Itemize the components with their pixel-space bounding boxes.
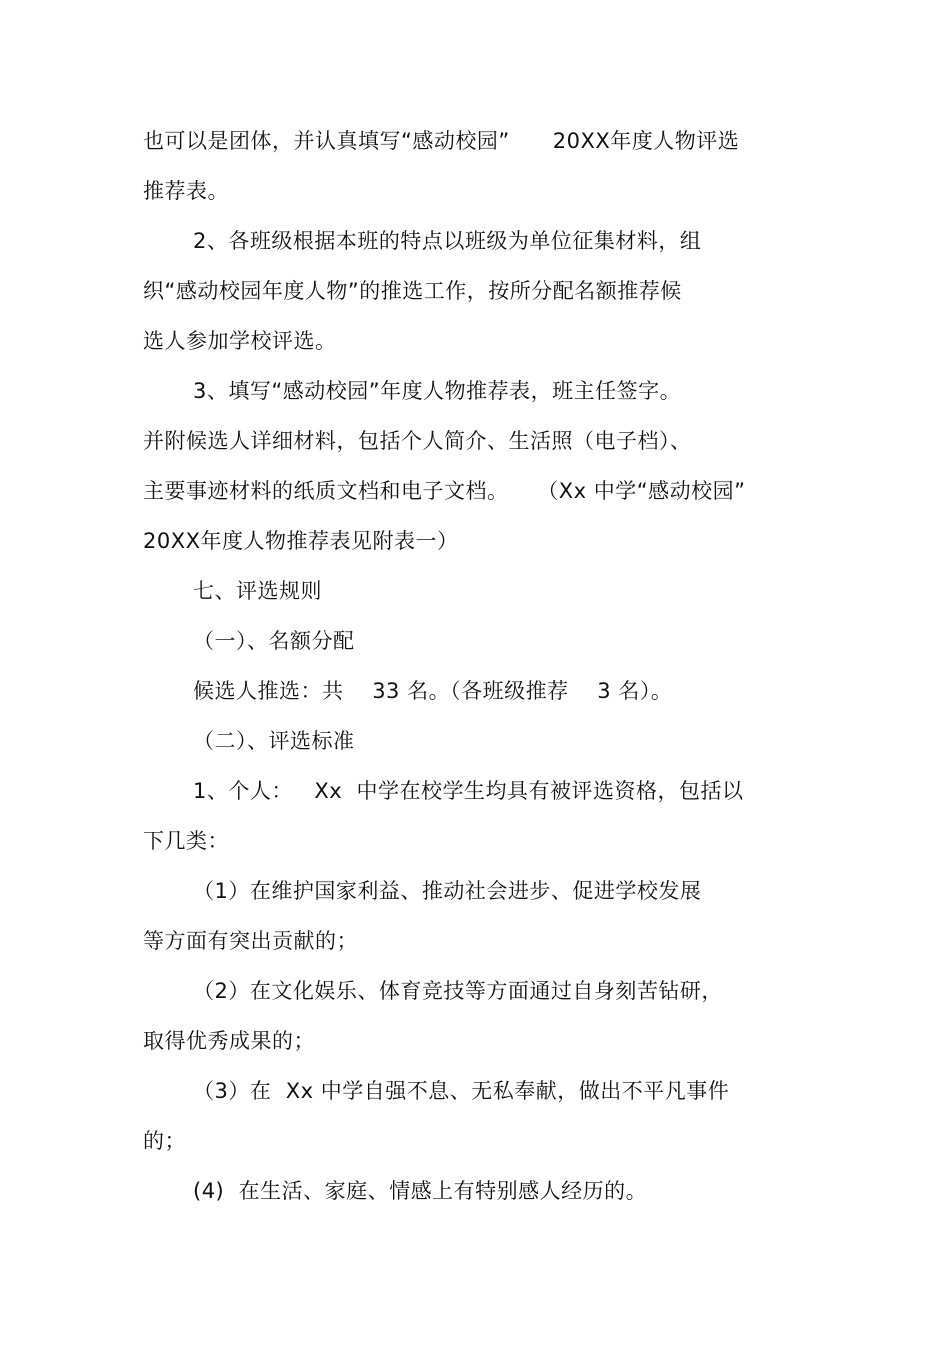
section-heading: 七、评选规则 [193, 579, 322, 603]
text-line: 20XX年度人物推荐表见附表一） [143, 529, 459, 553]
text-line: （3）在 Xx 中学自强不息、无私奉献，做出不平凡事件 [193, 1079, 730, 1103]
text-line: 并附候选人详细材料，包括个人简介、生活照（电子档）、 [143, 429, 692, 453]
text-line: 候选人推选：共 33 名。（各班级推荐 3 名）。 [193, 679, 673, 703]
text-line: （1）在维护国家利益、推动社会进步、促进学校发展 [193, 879, 702, 903]
text-line: 推荐表。 [143, 179, 229, 203]
text-line: 织“感动校园年度人物”的推选工作，按所分配名额推荐候 [143, 279, 682, 303]
text-line: 2、各班级根据本班的特点以班级为单位征集材料，组 [193, 229, 702, 253]
text-line: 下几类： [143, 829, 229, 853]
text-line: 选人参加学校评选。 [143, 329, 337, 353]
subsection-heading: （二）、评选标准 [193, 729, 355, 753]
text-line: 1、个人： Xx 中学在校学生均具有被评选资格，包括以 [193, 779, 744, 803]
text-line: (4) 在生活、家庭、情感上有特别感人经历的。 [193, 1179, 648, 1203]
subsection-heading: （一）、名额分配 [193, 629, 355, 653]
text-line: 主要事迹材料的纸质文档和电子文档。 （Xx 中学“感动校园” [143, 479, 746, 503]
text-line: 等方面有突出贡献的； [143, 929, 358, 953]
text-line: （2）在文化娱乐、体育竞技等方面通过自身刻苦钻研， [193, 979, 723, 1003]
text-line: 取得优秀成果的； [143, 1029, 315, 1053]
text-line: 3、填写“感动校园”年度人物推荐表，班主任签字。 [193, 379, 682, 403]
text-line: 也可以是团体，并认真填写“感动校园” 20XX年度人物评选 [143, 129, 740, 153]
text-line: 的； [143, 1129, 186, 1153]
